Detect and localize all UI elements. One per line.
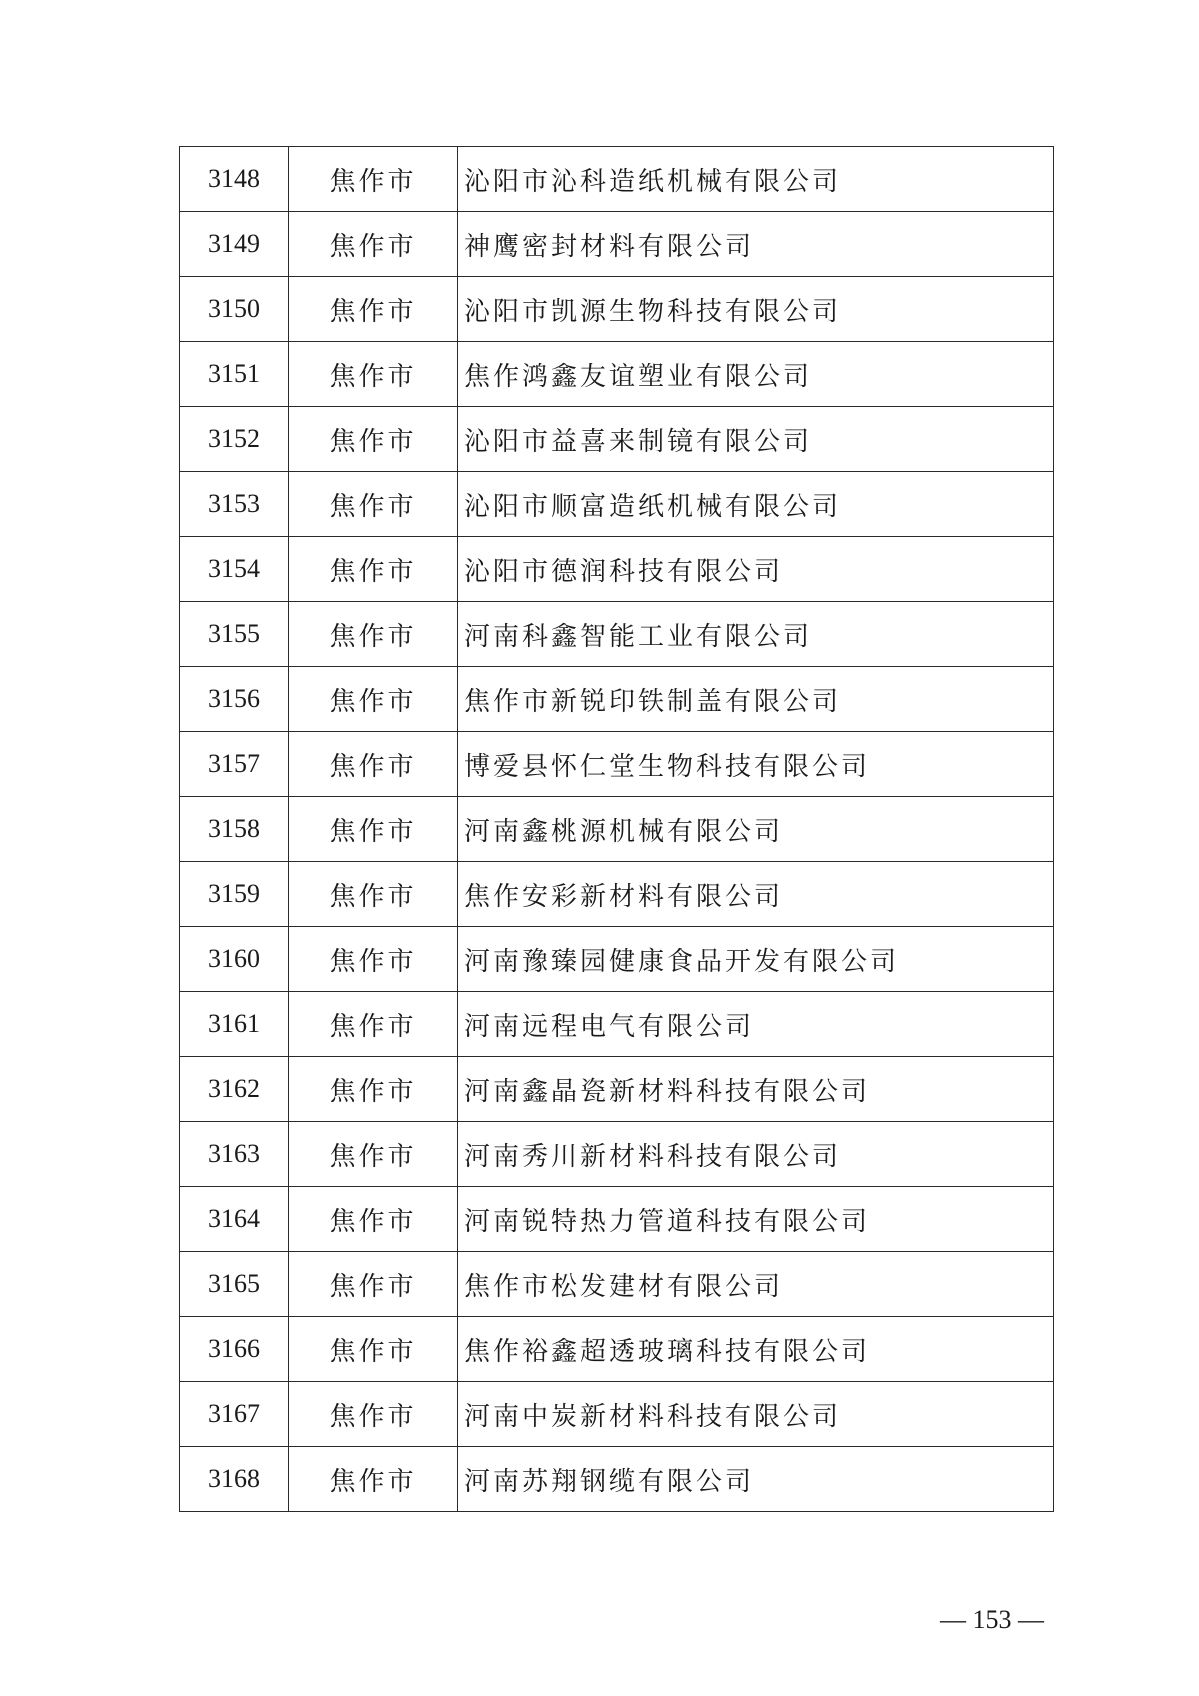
table-row	[180, 1122, 1054, 1187]
city-cell: 焦作市	[289, 1057, 458, 1122]
table-row	[180, 342, 1054, 407]
table-row	[180, 862, 1054, 927]
table-row	[180, 537, 1054, 602]
table-row	[180, 1317, 1054, 1382]
city-cell: 焦作市	[289, 1187, 458, 1252]
company-name-cell: 沁阳市德润科技有限公司	[458, 537, 1054, 602]
table-row	[180, 732, 1054, 797]
city-cell: 焦作市	[289, 147, 458, 212]
city-cell: 焦作市	[289, 797, 458, 862]
city-cell: 焦作市	[289, 862, 458, 927]
company-name-cell: 博爱县怀仁堂生物科技有限公司	[458, 732, 1054, 797]
table-row	[180, 1447, 1054, 1512]
company-name-cell: 焦作裕鑫超透玻璃科技有限公司	[458, 1317, 1054, 1382]
table-row	[180, 602, 1054, 667]
row-number-cell: 3148	[180, 147, 289, 212]
city-cell: 焦作市	[289, 992, 458, 1057]
company-list-table	[179, 146, 1054, 1512]
company-name-cell: 河南科鑫智能工业有限公司	[458, 602, 1054, 667]
row-number-cell: 3161	[180, 992, 289, 1057]
row-number-cell: 3151	[180, 342, 289, 407]
company-name-cell: 焦作市松发建材有限公司	[458, 1252, 1054, 1317]
company-name-cell: 焦作安彩新材料有限公司	[458, 862, 1054, 927]
company-name-cell: 沁阳市顺富造纸机械有限公司	[458, 472, 1054, 537]
company-name-cell: 河南远程电气有限公司	[458, 992, 1054, 1057]
row-number-cell: 3153	[180, 472, 289, 537]
city-cell: 焦作市	[289, 407, 458, 472]
table-row	[180, 277, 1054, 342]
row-number-cell: 3166	[180, 1317, 289, 1382]
row-number-cell: 3156	[180, 667, 289, 732]
city-cell: 焦作市	[289, 927, 458, 992]
table-row	[180, 927, 1054, 992]
city-cell: 焦作市	[289, 537, 458, 602]
table-row	[180, 1382, 1054, 1447]
company-name-cell: 沁阳市沁科造纸机械有限公司	[458, 147, 1054, 212]
city-cell: 焦作市	[289, 732, 458, 797]
row-number-cell: 3165	[180, 1252, 289, 1317]
row-number-cell: 3167	[180, 1382, 289, 1447]
page-number: — 153 —	[940, 1605, 1044, 1634]
row-number-cell: 3150	[180, 277, 289, 342]
table-row	[180, 147, 1054, 212]
row-number-cell: 3157	[180, 732, 289, 797]
row-number-cell: 3154	[180, 537, 289, 602]
row-number-cell: 3162	[180, 1057, 289, 1122]
row-number-cell: 3159	[180, 862, 289, 927]
city-cell: 焦作市	[289, 602, 458, 667]
company-name-cell: 神鹰密封材料有限公司	[458, 212, 1054, 277]
city-cell: 焦作市	[289, 1317, 458, 1382]
city-cell: 焦作市	[289, 1382, 458, 1447]
row-number-cell: 3163	[180, 1122, 289, 1187]
table-row	[180, 1057, 1054, 1122]
row-number-cell: 3155	[180, 602, 289, 667]
city-cell: 焦作市	[289, 667, 458, 732]
row-number-cell: 3158	[180, 797, 289, 862]
company-name-cell: 沁阳市益喜来制镜有限公司	[458, 407, 1054, 472]
table-row	[180, 1252, 1054, 1317]
row-number-cell: 3168	[180, 1447, 289, 1512]
table-row	[180, 212, 1054, 277]
city-cell: 焦作市	[289, 1447, 458, 1512]
company-name-cell: 焦作鸿鑫友谊塑业有限公司	[458, 342, 1054, 407]
table-row	[180, 797, 1054, 862]
company-name-cell: 河南鑫晶瓷新材料科技有限公司	[458, 1057, 1054, 1122]
company-name-cell: 河南秀川新材料科技有限公司	[458, 1122, 1054, 1187]
company-name-cell: 河南豫臻园健康食品开发有限公司	[458, 927, 1054, 992]
table-row	[180, 407, 1054, 472]
city-cell: 焦作市	[289, 277, 458, 342]
city-cell: 焦作市	[289, 342, 458, 407]
company-name-cell: 河南中炭新材料科技有限公司	[458, 1382, 1054, 1447]
row-number-cell: 3164	[180, 1187, 289, 1252]
city-cell: 焦作市	[289, 1122, 458, 1187]
company-name-cell: 河南苏翔钢缆有限公司	[458, 1447, 1054, 1512]
table-body	[180, 147, 1054, 1512]
city-cell: 焦作市	[289, 472, 458, 537]
table-row	[180, 992, 1054, 1057]
company-name-cell: 河南鑫桃源机械有限公司	[458, 797, 1054, 862]
table-row	[180, 472, 1054, 537]
company-name-cell: 焦作市新锐印铁制盖有限公司	[458, 667, 1054, 732]
table-row	[180, 1187, 1054, 1252]
city-cell: 焦作市	[289, 1252, 458, 1317]
row-number-cell: 3160	[180, 927, 289, 992]
company-name-cell: 沁阳市凯源生物科技有限公司	[458, 277, 1054, 342]
city-cell: 焦作市	[289, 212, 458, 277]
row-number-cell: 3149	[180, 212, 289, 277]
company-name-cell: 河南锐特热力管道科技有限公司	[458, 1187, 1054, 1252]
table-row	[180, 667, 1054, 732]
row-number-cell: 3152	[180, 407, 289, 472]
